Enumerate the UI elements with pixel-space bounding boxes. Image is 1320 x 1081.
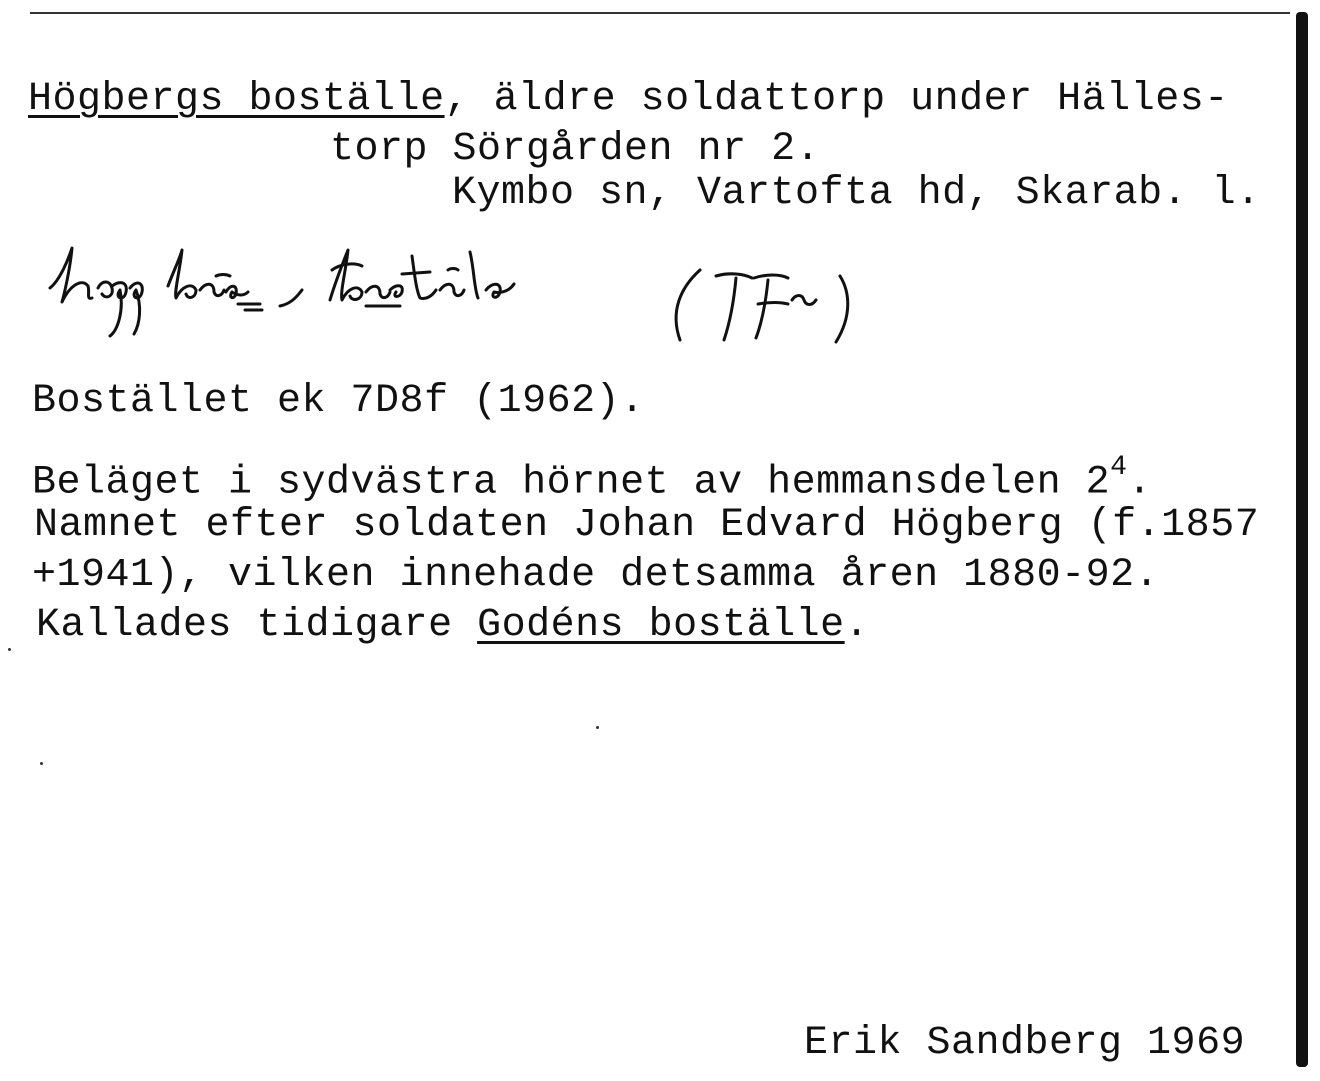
header-line-2: torp Sörgården nr 2. (330, 127, 821, 172)
paper-speck (8, 648, 11, 651)
place-name: Högbergs boställe (28, 77, 445, 122)
location-line: Kymbo sn, Vartofta hd, Skarab. l. (452, 171, 1261, 216)
body-line-2: Namnet efter soldaten Johan Edvard Högberg (f.1857 (34, 503, 1260, 548)
body-line-4-pre: Kallades tidigare (36, 603, 478, 648)
former-name: Godéns boställe (477, 603, 845, 648)
body-line-3: +1941), vilken innehade detsamma åren 1880-92. (32, 553, 1160, 598)
paper-speck (40, 762, 43, 765)
body-line-1-end: . (1127, 460, 1152, 506)
body-line-4-end: . (844, 603, 870, 648)
body-line-1-text: Beläget i sydvästra hörnet av hemmansdelen 2 (32, 460, 1111, 506)
body-line-1-superscript: 4 (1110, 452, 1128, 483)
card-right-edge (1296, 12, 1308, 1067)
signature: Erik Sandberg 1969 (804, 1021, 1246, 1066)
paper-speck (596, 726, 599, 729)
header-line-1 (28, 77, 1229, 122)
card-top-border (30, 12, 1290, 14)
body-line-1 (32, 452, 1152, 506)
body-line-4 (36, 603, 870, 648)
header-line-1-rest: , äldre soldattorp under Hälles- (444, 77, 1229, 122)
handwritten-dialect-form-icon (40, 240, 860, 350)
map-reference-line: Bostället ek 7D8f (1962). (32, 379, 645, 424)
